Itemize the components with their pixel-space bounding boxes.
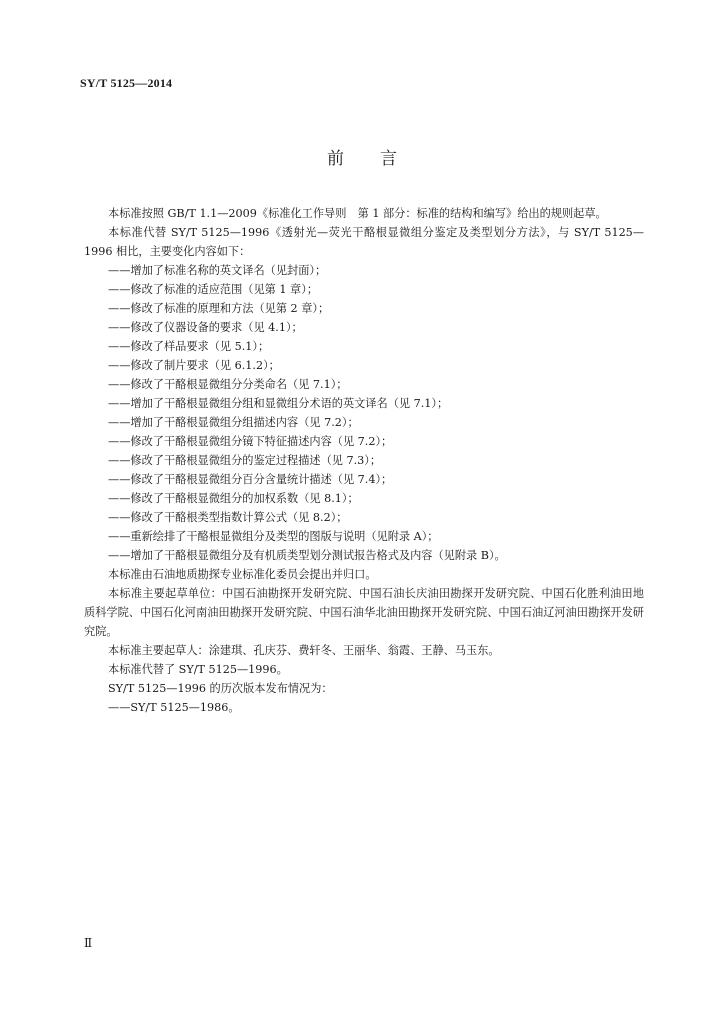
intro-paragraph-replacement: 本标准代替 SY/T 5125—1996《透射光—荧光干酪根显微组分鉴定及类型划分方法》，与 SY/T 5125—1996 相比，主要变化内容如下： [84, 226, 644, 258]
change-item: ——修改了干酪根显微组分镜下特征描述内容（见 7.2）； [108, 435, 393, 448]
closing-paragraph-history-intro: SY/T 5125—1996 的历次版本发布情况为： [108, 682, 333, 695]
change-item: ——修改了干酪根显微组分百分含量统计描述（见 7.4）； [108, 473, 393, 486]
change-item: ——重新绘排了干酪根显微组分及类型的图版与说明（见附录 A）； [108, 530, 439, 543]
page-number: Ⅱ [84, 936, 93, 950]
change-item: ——修改了标准的原理和方法（见第 2 章）； [108, 302, 330, 315]
change-item: ——修改了仪器设备的要求（见 4.1）； [108, 321, 303, 334]
closing-paragraph-drafting-units: 本标准主要起草单位：中国石油勘探开发研究院、中国石油长庆油田勘探开发研究院、中国石化胜利油田地质科学院、中国石化河南油田勘探开发研究院、中国石油华北油田勘探开发研究院、中国石油辽河油田勘探开发研究院。 [84, 587, 644, 638]
closing-paragraph-proposer: 本标准由石油地质勘探专业标准化委员会提出并归口。 [108, 568, 377, 581]
page-title: 前言 [327, 149, 433, 169]
history-list [84, 698, 644, 717]
change-item: ——增加了标准名称的英文译名（见封面）； [108, 264, 327, 277]
change-item: ——修改了标准的适应范围（见第 1 章）； [108, 283, 319, 296]
closing-paragraph-drafters: 本标准主要起草人：涂建琪、孔庆芬、费轩冬、王丽华、翁霞、王静、马玉东。 [108, 644, 500, 657]
change-item: ——修改了干酪根显微组分分类命名（见 7.1）； [108, 378, 348, 391]
history-item: ——SY/T 5125—1986。 [108, 701, 240, 714]
change-item: ——增加了干酪根显微组分组描述内容（见 7.2）； [108, 416, 359, 429]
closing-paragraph-replaces: 本标准代替了 SY/T 5125—1996。 [108, 663, 288, 676]
change-item: ——修改了干酪根显微组分的鉴定过程描述（见 7.3）； [108, 454, 382, 467]
change-item: ——增加了干酪根显微组分组和显微组分术语的英文译名（见 7.1）； [108, 397, 449, 410]
standard-code-header: SY/T 5125—2014 [80, 76, 173, 90]
change-item: ——修改了干酪根显微组分的加权系数（见 8.1）； [108, 492, 359, 505]
change-item: ——修改了制片要求（见 6.1.2）； [108, 359, 280, 372]
change-item: ——修改了干酪根类型指数计算公式（见 8.2）； [108, 511, 348, 524]
intro-paragraph-drafting-rules: 本标准按照 GB/T 1.1—2009《标准化工作导则 第 1 部分：标准的结构和编写》给出的规则起草。 [108, 207, 607, 220]
changes-list [84, 261, 644, 565]
change-item: ——增加了干酪根显微组分及有机质类型划分测试报告格式及内容（见附录 B）。 [108, 549, 506, 562]
change-item: ——修改了样品要求（见 5.1）； [108, 340, 270, 353]
preface-body [84, 204, 644, 717]
